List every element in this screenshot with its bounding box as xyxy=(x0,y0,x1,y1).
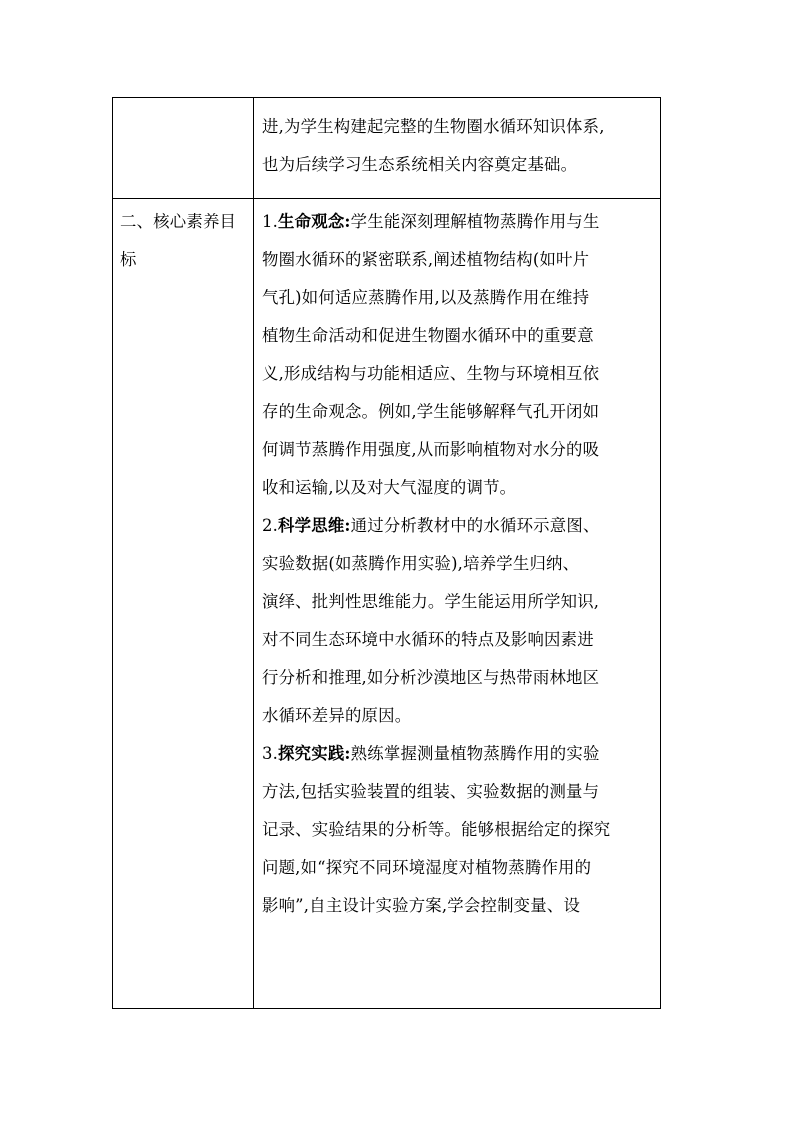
text-line: 记录、实验结果的分析等。能够根据给定的探究 xyxy=(262,820,611,839)
section-label xyxy=(113,199,253,279)
table-cell-label-empty xyxy=(113,98,254,199)
table-row xyxy=(113,98,661,199)
text-line: 气孔)如何适应蒸腾作用,以及蒸腾作用在维持 xyxy=(262,288,590,307)
text-line: 影响”,自主设计实验方案,学会控制变量、设 xyxy=(262,896,581,915)
objective-title: 探究实践: xyxy=(278,744,351,763)
text-line: 植物生命活动和促进生物圈水循环中的重要意 xyxy=(262,326,594,345)
text-line: 演绎、批判性思维能力。学生能运用所学知识, xyxy=(262,592,600,611)
objectives-list xyxy=(254,199,660,925)
text-line: 义,形成结构与功能相适应、生物与环境相互依 xyxy=(262,364,600,383)
text-line: 方法,包括实验装置的组装、实验数据的测量与 xyxy=(262,782,600,801)
table-cell-content xyxy=(254,199,661,1009)
text-line xyxy=(262,203,656,241)
objective-title: 生命观念: xyxy=(278,212,351,231)
objective-text: 熟练掌握测量植物蒸腾作用的实验 xyxy=(350,744,600,763)
objective-item-scientific-thinking xyxy=(262,507,656,735)
text-line: 物圈水循环的紧密联系,阐述植物结构(如叶片 xyxy=(262,250,590,269)
text-line: 实验数据(如蒸腾作用实验),培养学生归纳、 xyxy=(262,554,580,573)
text-line: 行分析和推理,如分析沙漠地区与热带雨林地区 xyxy=(262,668,600,687)
cell-label-text xyxy=(113,98,253,102)
objective-number: 2. xyxy=(262,516,279,535)
objective-item-inquiry-practice xyxy=(262,735,656,925)
text-line: 收和运输,以及对大气湿度的调节。 xyxy=(262,478,517,497)
objective-title: 科学思维: xyxy=(278,516,351,535)
table-row xyxy=(113,199,661,1009)
paragraph-continuation xyxy=(254,98,660,184)
objective-item-life-concept xyxy=(262,203,656,507)
section-label-line: 二、核心素养目 xyxy=(120,212,237,231)
text-line: 进,为学生构建起完整的生物圈水循环知识体系, xyxy=(262,117,605,136)
objective-text: 通过分析教材中的水循环示意图、 xyxy=(350,516,600,535)
table-cell-label xyxy=(113,199,254,1009)
text-line: 何调节蒸腾作用强度,从而影响植物对水分的吸 xyxy=(262,440,600,459)
text-line: 对不同生态环境中水循环的特点及影响因素进 xyxy=(262,630,594,649)
section-label-line: 标 xyxy=(120,250,137,269)
text-line xyxy=(262,735,656,773)
objective-number: 3. xyxy=(262,744,279,763)
objective-number: 1. xyxy=(262,212,279,231)
text-line: 也为后续学习生态系统相关内容奠定基础。 xyxy=(262,155,578,174)
table-cell-content xyxy=(254,98,661,199)
text-line: 存的生命观念。例如,学生能够解释气孔开闭如 xyxy=(262,402,600,421)
text-line xyxy=(262,507,656,545)
text-line: 水循环差异的原因。 xyxy=(262,706,412,725)
text-line: 问题,如“探究不同环境湿度对植物蒸腾作用的 xyxy=(262,858,592,877)
objective-text: 学生能深刻理解植物蒸腾作用与生 xyxy=(350,212,600,231)
content-table xyxy=(112,97,661,1009)
